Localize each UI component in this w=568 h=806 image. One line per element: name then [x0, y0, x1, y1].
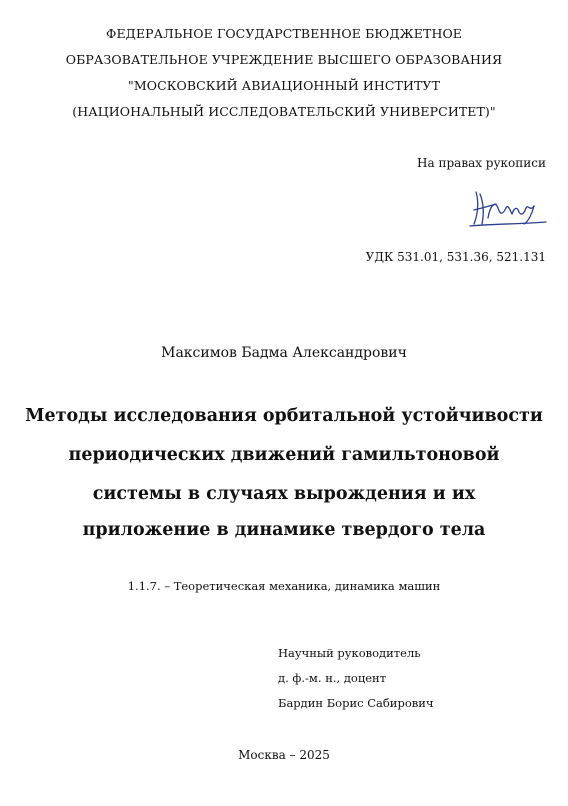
title-line-1: Методы исследования орбитальной устойчивости	[25, 406, 543, 426]
signature-icon	[462, 184, 548, 230]
institution-line-4: (НАЦИОНАЛЬНЫЙ ИССЛЕДОВАТЕЛЬСКИЙ УНИВЕРСИТЕТ)"	[72, 104, 496, 119]
institution-line-1: ФЕДЕРАЛЬНОЕ ГОСУДАРСТВЕННОЕ БЮДЖЕТНОЕ	[105, 26, 463, 41]
supervisor-heading: Научный руководитель	[278, 646, 421, 660]
specialty-code: 1.1.7. – Теоретическая механика, динамика машин	[127, 579, 441, 593]
institution-line-2: ОБРАЗОВАТЕЛЬНОЕ УЧРЕЖДЕНИЕ ВЫСШЕГО ОБРАЗОВАНИЯ	[65, 52, 503, 67]
supervisor-degree: д. ф.-м. н., доцент	[278, 671, 387, 685]
city-year: Москва – 2025	[238, 748, 330, 762]
udc-code: УДК 531.01, 531.36, 521.131	[365, 250, 546, 264]
institution-line-3: "МОСКОВСКИЙ АВИАЦИОННЫЙ ИНСТИТУТ	[127, 78, 441, 93]
author-name: Максимов Бадма Александрович	[161, 345, 407, 361]
title-line-4: приложение в динамике твердого тела	[82, 520, 486, 540]
supervisor-name: Бардин Борис Сабирович	[278, 696, 434, 710]
title-line-3: системы в случаях вырождения и их	[92, 484, 476, 504]
title-line-2: периодических движений гамильтоновой	[68, 445, 500, 465]
manuscript-note: На правах рукописи	[417, 156, 546, 170]
